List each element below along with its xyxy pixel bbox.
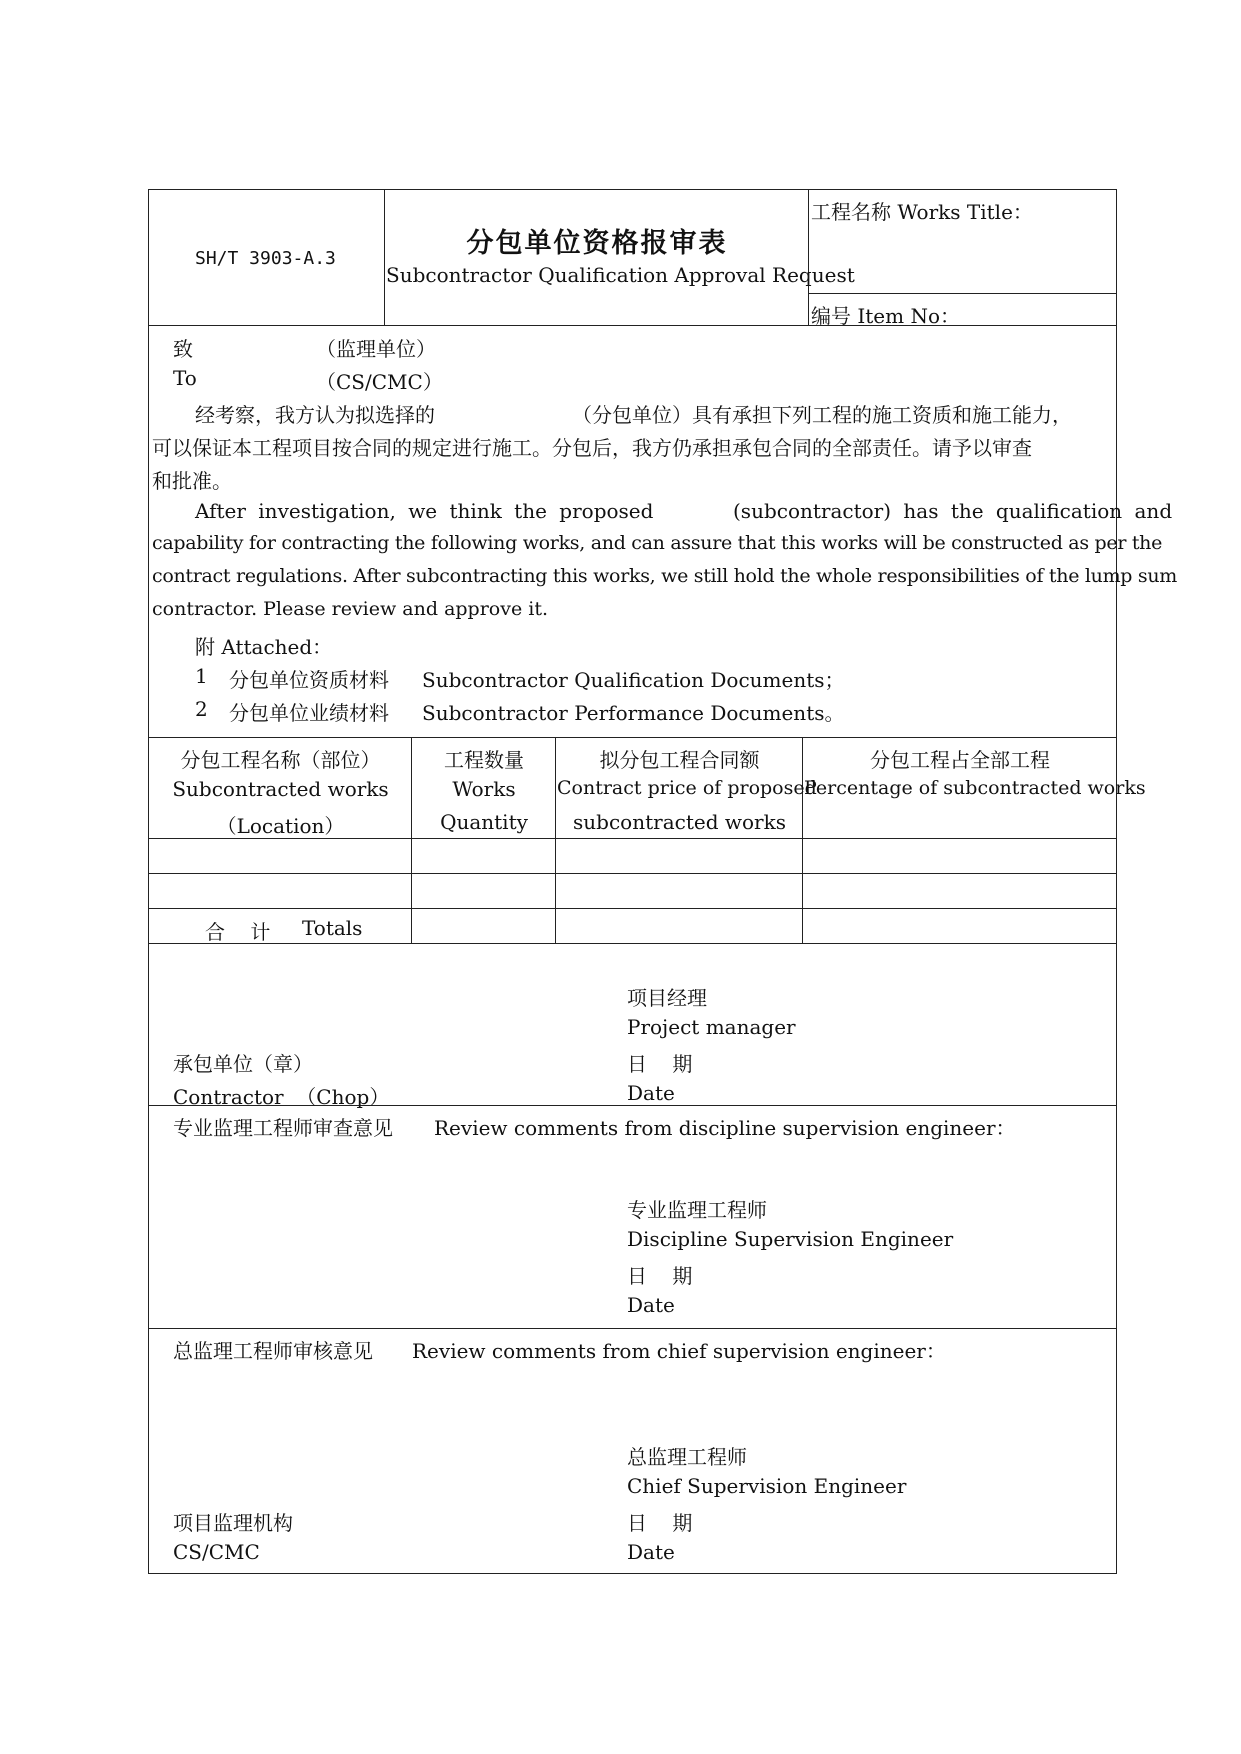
chief-heading-en: Review comments from chief supervision engineer： [412, 1339, 946, 1363]
attachment-2-number: 2 [195, 697, 208, 721]
col-contract-price-en1: Contract price of proposed [557, 777, 817, 799]
chief-sign-en: Chief Supervision Engineer [627, 1474, 907, 1498]
para-en-line4: contractor. Please review and approve it. [152, 598, 549, 620]
discipline-sign-en: Discipline Supervision Engineer [627, 1227, 954, 1251]
col-quantity-zh: 工程数量 [444, 748, 524, 772]
col-works-name-loc: （Location） [216, 814, 345, 838]
discipline-date-en: Date [627, 1293, 675, 1317]
discipline-date-zh: 日 期 [627, 1264, 693, 1288]
attached-label: 附 Attached： [195, 635, 333, 659]
to-label-en: To [173, 366, 197, 390]
para-en-line3: contract regulations. After subcontracting this works, we still hold the whole responsibilities of the lump sum [152, 565, 1178, 587]
col-quantity-en2: Quantity [440, 810, 528, 834]
chief-sign-zh: 总监理工程师 [627, 1445, 747, 1469]
col-quantity-en1: Works [452, 777, 516, 801]
para-zh-line1a: 经考察，我方认为拟选择的 [195, 403, 435, 427]
para-en-line1a: After investigation, we think the proposed [195, 499, 654, 523]
to-unit-zh: （监理单位） [316, 337, 436, 361]
discipline-heading-zh: 专业监理工程师审查意见 [173, 1116, 393, 1140]
form-code: SH/T 3903-A.3 [195, 248, 336, 269]
col-works-name-en: Subcontracted works [172, 777, 389, 801]
col-contract-price-zh: 拟分包工程合同额 [599, 748, 760, 772]
para-zh-line1b: （分包单位）具有承担下列工程的施工资质和施工能力， [572, 403, 1072, 427]
para-en-line2: capability for contracting the following works, and can assure that this works will be constructed as per the [152, 532, 1163, 554]
contractor-unit-zh: 承包单位（章） [173, 1052, 313, 1076]
attachment-1-zh: 分包单位资质材料 [229, 668, 389, 692]
attachment-1-en: Subcontractor Qualification Documents； [422, 668, 845, 692]
chief-heading-zh: 总监理工程师审核意见 [173, 1339, 373, 1363]
attachment-2-zh: 分包单位业绩材料 [229, 701, 389, 725]
para-zh-line3: 和批准。 [152, 469, 232, 493]
discipline-heading-en: Review comments from discipline supervision engineer： [434, 1116, 1016, 1140]
chief-org-zh: 项目监理机构 [173, 1511, 293, 1535]
para-zh-line2: 可以保证本工程项目按合同的规定进行施工。分包后，我方仍承担承包合同的全部责任。请予以审查 [152, 436, 1032, 460]
attachment-1-number: 1 [195, 664, 208, 688]
chief-org-en: CS/CMC [173, 1540, 260, 1564]
discipline-sign-zh: 专业监理工程师 [627, 1198, 767, 1222]
para-en-line1b: (subcontractor) has the qualification and [733, 499, 1173, 523]
attachment-2-en: Subcontractor Performance Documents。 [422, 701, 845, 725]
to-unit-en: （CS/CMC） [316, 370, 443, 394]
totals-label-en: Totals [302, 916, 363, 940]
contractor-unit-en: Contractor （Chop） [173, 1085, 390, 1109]
chief-date-en: Date [627, 1540, 675, 1564]
to-label-zh: 致 [173, 337, 193, 361]
project-manager-zh: 项目经理 [627, 986, 707, 1010]
chief-date-zh: 日 期 [627, 1511, 693, 1535]
item-no-field[interactable]: 编号 Item No： [811, 304, 960, 328]
contractor-date-zh: 日 期 [627, 1052, 693, 1076]
works-title-field[interactable]: 工程名称 Works Title： [811, 200, 1033, 224]
form-title-en: Subcontractor Qualification Approval Request [386, 263, 855, 287]
col-percentage-zh: 分包工程占全部工程 [870, 748, 1050, 772]
col-works-name-zh: 分包工程名称（部位） [180, 748, 381, 772]
form-title-zh: 分包单位资格报审表 [466, 228, 728, 259]
project-manager-en: Project manager [627, 1015, 796, 1039]
totals-label-zh: 合 计 [205, 920, 271, 944]
col-contract-price-en2: subcontracted works [573, 810, 786, 834]
contractor-date-en: Date [627, 1081, 675, 1105]
col-percentage-en: Percentage of subcontracted works [804, 777, 1146, 799]
